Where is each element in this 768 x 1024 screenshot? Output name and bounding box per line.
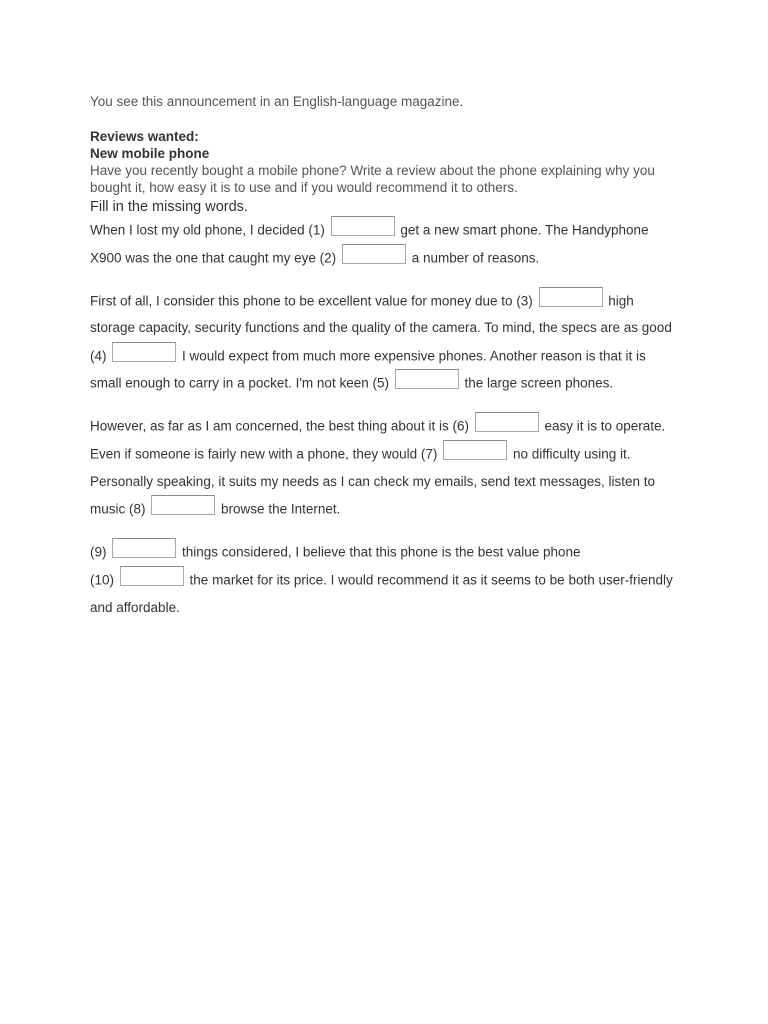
intro-text: You see this announcement in an English-language magazine. (90, 94, 464, 109)
announcement-subheading: New mobile phone (90, 146, 210, 161)
exercise-instruction: Fill in the missing words. (90, 199, 248, 215)
gap-2-input[interactable] (342, 244, 406, 264)
gap-7-input[interactable] (443, 440, 507, 460)
text-segment: no difficulty using it. Personally speaking, it suits my needs as I can check my emails, send text messages, listen to music (8) (90, 446, 656, 517)
text-segment: the market for its price. I would recommend it as it seems to be both user-friendly and affordable. (90, 572, 673, 615)
gap-3-input[interactable] (539, 287, 603, 307)
text-segment: high storage capacity, security functions and the quality of the camera. To mind, the specs are as good (4) (90, 293, 672, 364)
text-segment: When I lost my old phone, I decided (1) (90, 222, 325, 238)
text-segment: the large screen phones. (464, 375, 614, 391)
gap-5-input[interactable] (395, 369, 459, 389)
text-segment: a number of reasons. (411, 250, 540, 266)
paragraph-1 (90, 216, 680, 272)
gap-1-input[interactable] (331, 216, 395, 236)
text-segment: things considered, I believe that this phone is the best value phone (182, 544, 581, 560)
text-segment: (10) (90, 572, 115, 588)
gap-8-input[interactable] (151, 495, 215, 515)
announcement-body: Have you recently bought a mobile phone? Write a review about the phone explaining why you bought it, how easy it is to use and if you would recommend it to others. (90, 163, 655, 195)
text-segment: (9) (90, 544, 107, 560)
text-segment: get a new smart phone. The Handyphone X900 was the one that caught my eye (2) (90, 222, 649, 266)
gap-9-input[interactable] (112, 538, 176, 558)
gap-4-input[interactable] (112, 342, 176, 362)
text-segment: easy it is to operate. Even if someone is fairly new with a phone, they would (7) (90, 418, 666, 462)
paragraph-3 (90, 412, 680, 523)
gap-6-input[interactable] (475, 412, 539, 432)
text-segment: However, as far as I am concerned, the best thing about it is (6) (90, 418, 469, 434)
text-segment: First of all, I consider this phone to be excellent value for money due to (3) (90, 293, 533, 309)
paragraph-2 (90, 287, 680, 398)
paragraph-4 (90, 538, 680, 621)
exercise-page (90, 93, 690, 621)
text-segment: I would expect from much more expensive phones. Another reason is that it is small enough to carry in a pocket. I'm not keen (5) (90, 348, 646, 391)
announcement-heading: Reviews wanted: (90, 129, 199, 144)
gap-10-input[interactable] (120, 566, 184, 586)
text-segment: browse the Internet. (221, 501, 341, 517)
